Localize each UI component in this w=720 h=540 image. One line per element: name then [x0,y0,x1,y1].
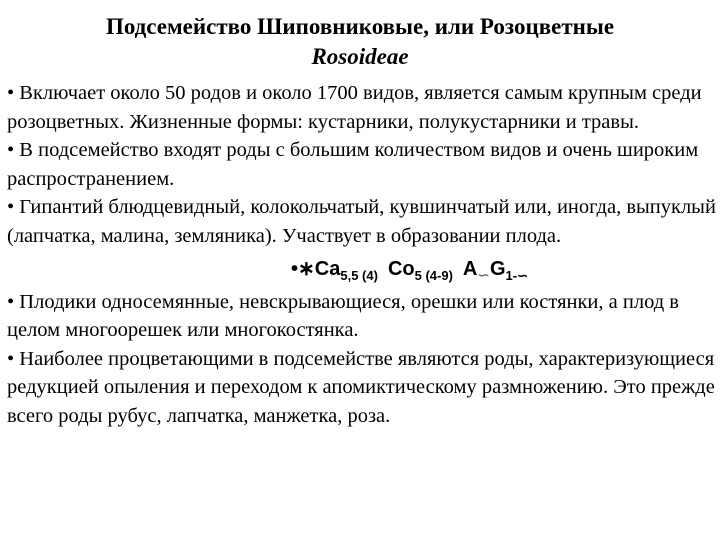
formula-androecium: A [462,257,478,280]
formula-corolla-count: 5 (4-9) [414,267,453,283]
title-line-1: Подсемейство Шиповниковые, или Розоцветные [105,14,615,39]
formula-gynoecium-count: 1-∽ [505,267,528,283]
bullet-genera-count: • Включает около 50 родов и около 1700 видов, является самым крупным среди розоцветных. Жизненные формы: кустарники, полукустарники и травы. [7,82,702,133]
title-latin-name: Rosoideae [311,44,409,69]
slide-title [0,12,720,72]
formula-calyx: Ca [314,257,341,280]
slide-body [7,79,717,431]
bullet-fruitlets: • Плодики односемянные, невскрывающиеся, орешки или костянки, а плод в целом многоорешек или многокостянка. [7,290,679,342]
formula-corolla: Co [387,257,415,280]
formula-androecium-count: ∽ [477,266,490,284]
formula-calyx-count: 5,5 (4) [340,267,378,283]
formula-gynoecium: G [489,257,506,280]
flower-formula [7,251,717,288]
bullet-hypanthium: • Гипантий блюдцевидный, колокольчатый, кувшинчатый или, иногда, выпуклый (лапчатка, малина, земляника). Участвует в образовании плода. [7,196,716,247]
bullet-genera-distribution: • В подсемейство входят роды с большим количеством видов и очень широким распространением. [7,139,699,190]
formula-prefix: •∗ [291,257,315,280]
bullet-apomixis: • Наиболее процветающими в подсемействе являются роды, характеризующиеся редукцией опыления и переходом к апомиктическому размножению. Это прежде всего роды рубус, лапчатка, манжетка, роза. [7,347,715,427]
